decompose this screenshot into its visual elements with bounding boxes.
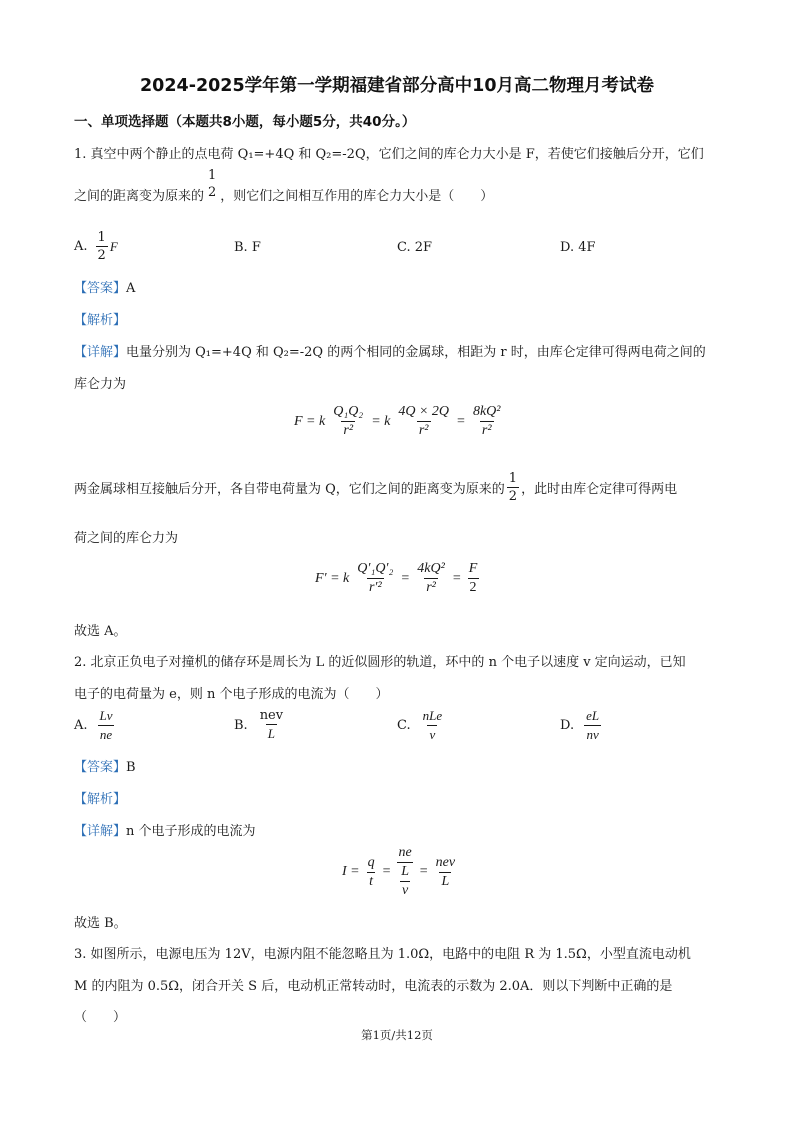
q2-stem-line1: 2. 北京正负电子对撞机的储存环是周长为 L 的近似圆形的轨道，环中的 n 个电子以速度 v 定向运动，已知 [74,655,686,670]
q1-eq1-frac1 [331,404,365,439]
q2-option-c-fraction [421,708,445,743]
q2-eq-equals2: = [419,864,428,879]
q1-detail-fraction-num: 1 [508,471,518,486]
q1-eq1-frac2-den: r² [418,423,429,438]
q1-option-a-var: F [109,238,118,254]
q1-eq1-frac3 [471,404,503,439]
q2-eq-frac1 [366,855,377,890]
q1-eq1-lhs: F = k [294,413,326,429]
page-number-footer: 第1页/共12页 [361,1028,433,1042]
q1-stem-line2-post: ，则它们之间相互作用的库仑力大小是（ ） [220,188,494,204]
q2-option-a-den: ne [99,727,113,742]
q2-option-b [234,708,287,742]
q1-eq2-frac1 [355,561,395,596]
q2-option-b-den: L [267,726,276,741]
q1-eq2-equals2: = [452,570,461,586]
q1-option-a-num: 1 [97,230,106,245]
q1-eq2-frac3-den: 2 [469,580,477,595]
answer-tag: 【答案】 [74,760,127,775]
q1-option-d: D. 4F [560,240,596,255]
q1-answer-value: A [126,281,136,296]
detail-tag: 【详解】 [74,824,127,839]
q2-eq-frac3-den: L [441,873,450,889]
q1-eq1-frac1-num: Q₁Q₂ [333,404,364,419]
q1-stem-fraction-num: 1 [208,168,217,183]
q1-eq1-equals: = [457,413,465,429]
q2-option-d-den: nv [586,727,599,742]
q1-eq2-equals1: = [401,570,410,586]
q1-option-a-den: 2 [97,248,106,263]
q1-eq2-frac2 [415,561,447,596]
q1-eq1-frac3-num: 8kQ² [472,404,501,419]
q2-eq-frac1-num: q [367,854,375,870]
detail-tag: 【详解】 [74,345,127,360]
q2-eq-frac1-den: t [369,873,374,889]
q2-option-a-fraction [98,708,115,743]
q2-answer-value: B [126,760,136,775]
q1-eq2-frac1-den: r′² [368,580,382,595]
section-heading-single-choice: 一、单项选择题（本题共8小题，每小题5分，共40分。） [74,114,416,130]
q1-detail-line4: 荷之间的库仑力为 [74,531,179,546]
q2-eq-frac2-num: ne [398,845,412,860]
q2-option-c [397,708,446,743]
q3-stem-line3: （ ） [74,1010,127,1025]
q1-conclusion: 故选 A。 [74,624,127,639]
q1-equation-coulomb [294,404,504,439]
q1-answer [74,277,135,296]
q2-answer [74,756,136,775]
q2-option-d-fraction [584,708,601,743]
q1-eq1-frac1-den: r² [343,423,354,438]
q2-option-c-num: nLe [422,708,443,723]
q2-equation-current [342,845,459,899]
q3-stem-line1: 3. 如图所示，电源电压为 12V，电源内阻不能忽略且为 1.0Ω，电路中的电阻 R 为 1.5Ω，小型直流电动机 [74,947,691,962]
q1-detail-fraction-den: 2 [508,489,518,504]
q1-option-a-label: A. [74,239,88,254]
q1-eq2-frac3-num: F [468,561,478,576]
q1-stem-line1: 1. 真空中两个静止的点电荷 Q₁=+4Q 和 Q₂=-2Q，它们之间的库仑力大小是 F，若使它们接触后分开，它们 [74,147,704,162]
q1-detail-line3-pre: 两金属球相互接触后分开，各自带电荷量为 Q，它们之间的距离变为原来的 [74,482,505,497]
q2-option-a-num: Lv [99,708,113,723]
q2-option-a [74,708,117,743]
q2-eq-frac2-den-num: L [401,864,410,879]
q1-option-b: B. F [234,240,261,255]
q1-eq1-mid: = k [371,413,391,429]
answer-tag: 【答案】 [74,281,127,296]
q1-detail-fraction [507,471,519,504]
q1-option-a-fraction [96,230,108,263]
q2-eq-frac2-den [397,862,413,899]
q2-eq-frac3-num: nev [435,854,456,870]
q1-eq1-frac2-num: 4Q × 2Q [398,404,450,419]
q2-eq-frac2-den-frac [399,864,411,899]
q1-stem-line2-pre: 之间的距离变为原来的 [74,188,205,204]
q1-eq1-frac3-den: r² [481,423,492,438]
q1-eq2-lhs: F′ = k [315,570,350,586]
q2-stem-line2: 电子的电荷量为 e，则 n 个电子形成的电流为（ ） [74,687,389,702]
q2-detail-text1: n 个电子形成的电流为 [126,824,256,839]
q2-option-c-den: v [429,727,436,742]
q1-eq2-frac3 [467,561,480,596]
q2-option-c-label: C. [397,718,411,733]
q1-eq2-frac2-num: 4kQ² [417,561,445,576]
q2-eq-frac3 [434,855,457,890]
q2-option-a-label: A. [74,718,88,733]
q1-detail-line3-post: ，此时由库仑定律可得两电 [521,482,678,497]
q1-detail-line1 [74,341,706,360]
q1-stem-fraction [206,168,218,200]
q1-equation-after-contact [315,561,481,596]
q1-eq2-frac1-num: Q′₁Q′₂ [357,561,394,576]
q2-option-b-num: nev [259,708,284,723]
q1-analysis-tag: 【解析】 [74,313,127,328]
q2-option-b-fraction [258,708,285,742]
q2-detail-line1 [74,820,256,839]
q2-eq-lhs: I = [342,864,360,879]
q1-eq1-frac2 [396,404,451,439]
q1-stem-fraction-den: 2 [208,185,217,200]
q1-stem-line2 [74,168,494,210]
page-title: 2024-2025学年第一学期福建省部分高中10月高二物理月考试卷 [139,76,655,96]
q1-option-a [74,230,118,263]
q2-option-d-label: D. [560,718,575,733]
q2-eq-frac2-den-den: v [402,883,409,898]
q1-eq2-frac2-den: r² [426,580,436,595]
q1-detail-line2: 库仑力为 [74,377,127,392]
q2-option-d-num: eL [586,708,600,723]
q3-stem-line2: M 的内阻为 0.5Ω，闭合开关 S 后，电动机正常转动时，电流表的示数为 2.0A．则以下判断中正确的是 [74,979,673,994]
q2-conclusion: 故选 B。 [74,916,127,931]
q2-analysis-tag: 【解析】 [74,792,127,807]
q1-option-c: C. 2F [397,240,433,255]
q2-eq-frac2 [397,845,414,899]
q2-eq-equals1: = [382,864,391,879]
q2-option-d [560,708,603,743]
q1-detail-line3 [74,471,677,504]
q2-option-b-label: B. [234,717,248,733]
q1-detail-text1: 电量分别为 Q₁=+4Q 和 Q₂=-2Q 的两个相同的金属球，相距为 r 时，由库仑定律可得两电荷之间的 [126,345,706,360]
